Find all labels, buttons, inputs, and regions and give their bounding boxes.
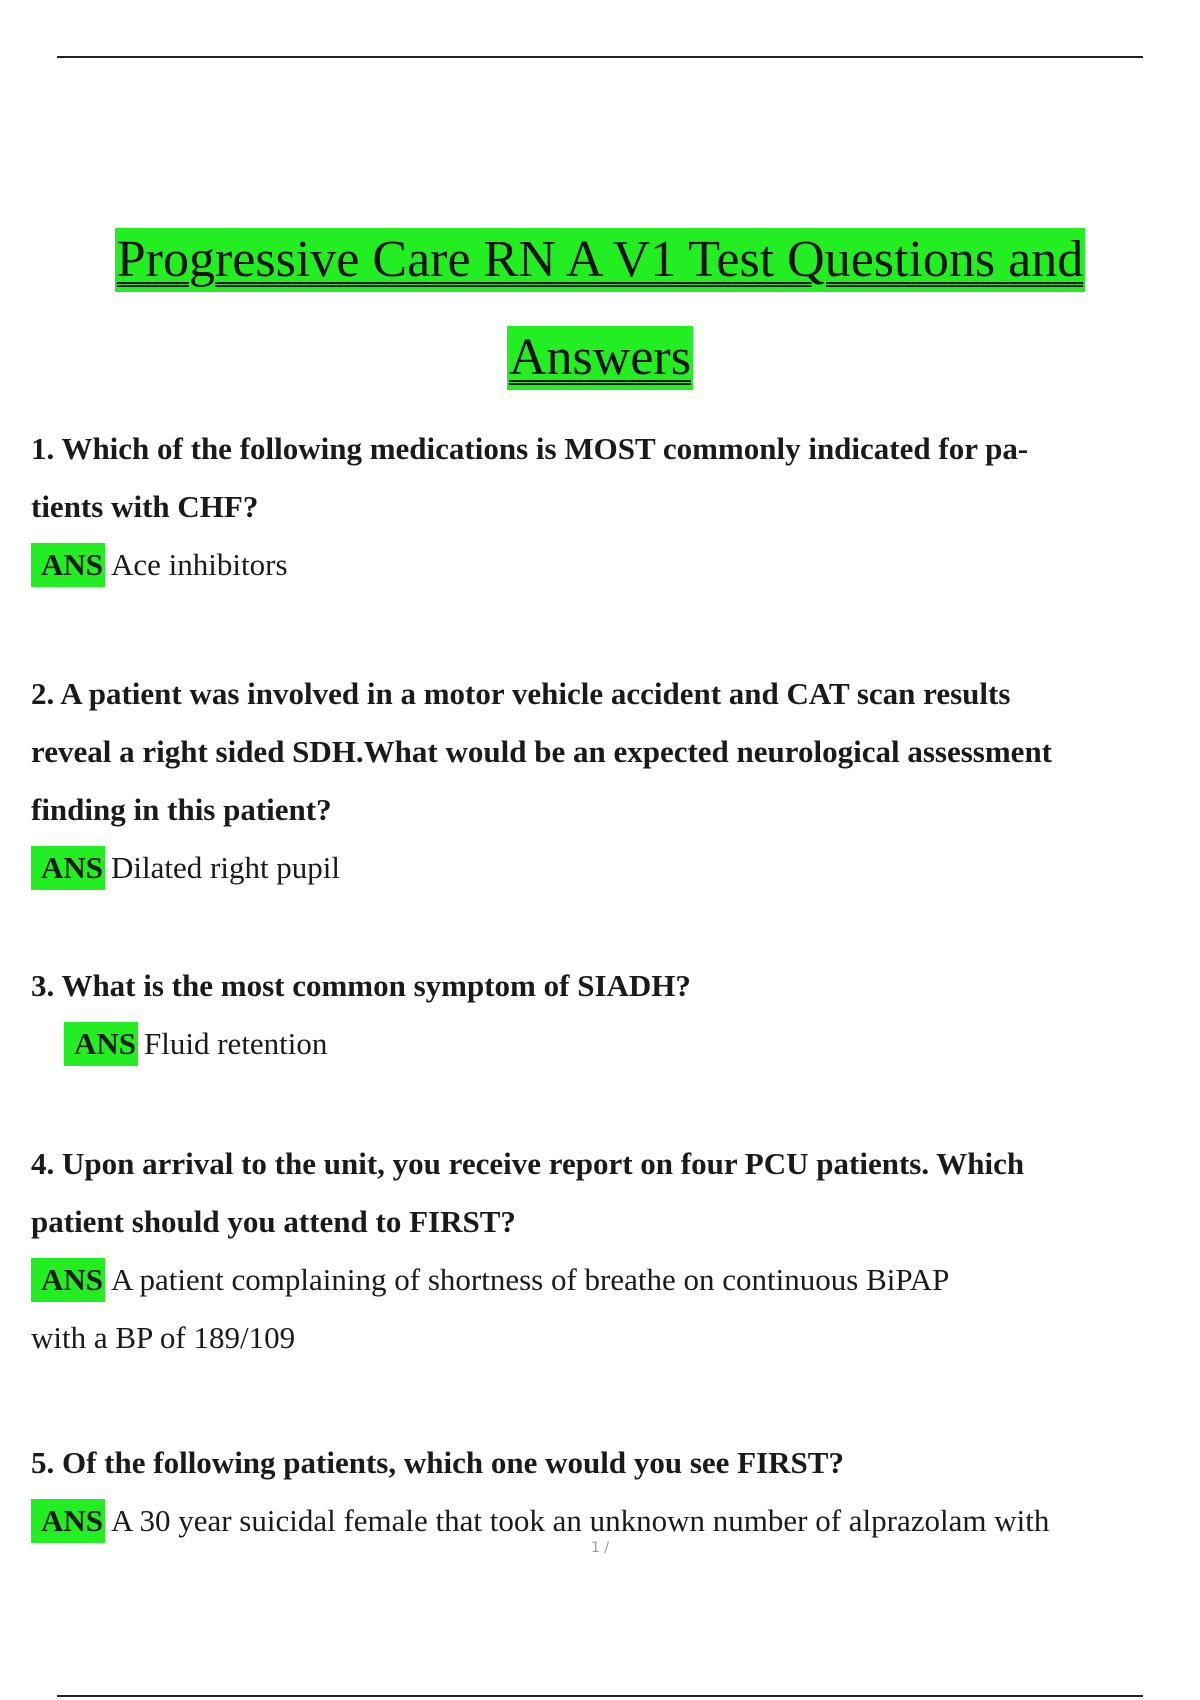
answer-1: [31, 536, 1171, 594]
qa-item-2: [31, 665, 1171, 897]
qa-item-5: [31, 1434, 1171, 1550]
answer-4-text-line-1: A patient complaining of shortness of breathe on continuous BiPAP: [111, 1262, 950, 1297]
question-1-line-2: tients with CHF?: [31, 489, 259, 524]
answer-3-text: Fluid retention: [144, 1026, 328, 1061]
question-2-line-3: finding in this patient?: [31, 792, 332, 827]
answer-5-text: A 30 year suicidal female that took an unknown number of alprazolam with: [111, 1503, 1050, 1538]
title-line-1: Progressive Care RN A V1 Test Questions and: [115, 228, 1086, 292]
answer-4-text-line-2: with a BP of 189/109: [31, 1320, 296, 1355]
document-title: [0, 228, 1200, 390]
ans-label: ANS: [64, 1022, 138, 1066]
ans-label: ANS: [31, 846, 105, 890]
header-rule: [57, 56, 1143, 58]
page-number: 1 /: [590, 1540, 610, 1556]
qa-item-1: [31, 420, 1171, 594]
qa-item-4: [31, 1135, 1171, 1367]
question-3-line-1: 3. What is the most common symptom of SIADH?: [31, 968, 691, 1003]
answer-1-text: Ace inhibitors: [111, 547, 288, 582]
answer-3: [31, 1015, 1171, 1073]
ans-label: ANS: [31, 1258, 105, 1302]
question-4-line-2: patient should you attend to FIRST?: [31, 1204, 516, 1239]
question-2-line-1: 2. A patient was involved in a motor vehicle accident and CAT scan results: [31, 676, 1011, 711]
footer-rule: [57, 1695, 1143, 1697]
ans-label: ANS: [31, 543, 105, 587]
answer-4: [31, 1251, 1171, 1309]
title-line-2: Answers: [507, 326, 693, 390]
question-5-line-1: 5. Of the following patients, which one would you see FIRST?: [31, 1445, 844, 1480]
qa-item-3: [31, 957, 1171, 1073]
ans-label: ANS: [31, 1499, 105, 1543]
answer-2-text: Dilated right pupil: [111, 850, 341, 885]
answer-2: [31, 839, 1171, 897]
question-2-line-2: reveal a right sided SDH.What would be an expected neurological assessment: [31, 734, 1053, 769]
question-4-line-1: 4. Upon arrival to the unit, you receive report on four PCU patients. Which: [31, 1146, 1025, 1181]
question-1-line-1: 1. Which of the following medications is MOST commonly indicated for pa-: [31, 431, 1029, 466]
